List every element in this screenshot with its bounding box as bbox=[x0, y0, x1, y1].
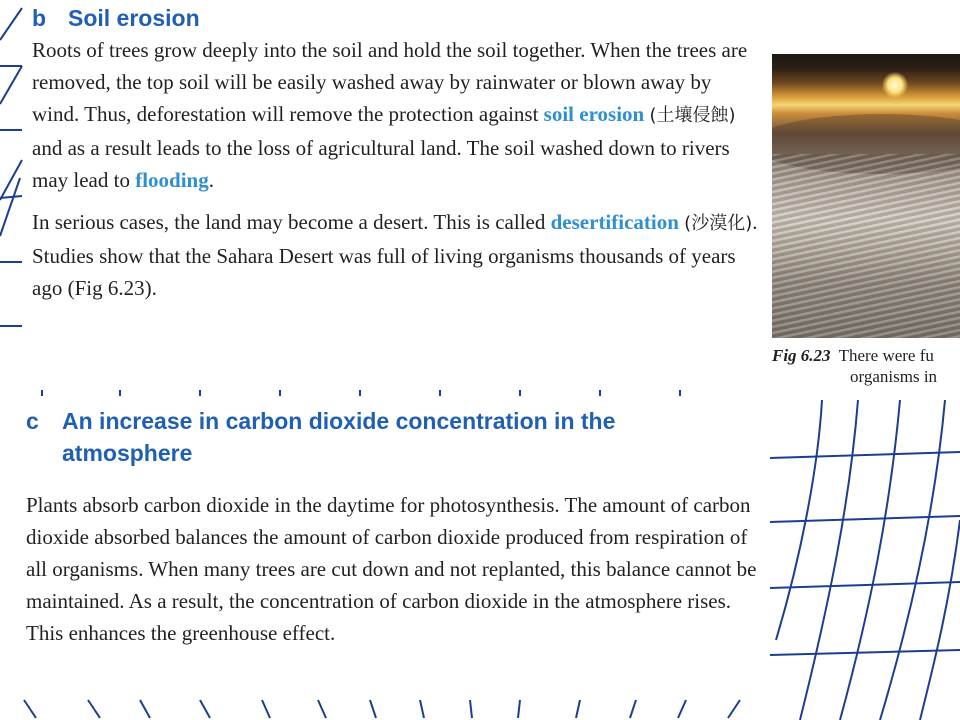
sand-ripples bbox=[772, 154, 960, 338]
section-c-letter: c bbox=[26, 408, 39, 434]
text-run: . bbox=[208, 168, 214, 192]
figure-caption bbox=[772, 345, 960, 387]
hatch-stroke bbox=[88, 700, 100, 718]
hatch-stroke bbox=[140, 700, 150, 718]
hatch-stroke bbox=[518, 700, 520, 718]
section-b-title: Soil erosion bbox=[68, 5, 200, 31]
text-run: In serious cases, the land may become a desert. This is called bbox=[32, 210, 551, 234]
section-b-heading bbox=[32, 2, 762, 34]
keyword-soil-erosion: soil erosion bbox=[543, 102, 645, 126]
grid-curve bbox=[770, 452, 960, 458]
keyword-desertification: desertification bbox=[550, 210, 679, 234]
caption-line-1: There were fu bbox=[838, 346, 934, 365]
margin-stroke bbox=[0, 196, 22, 198]
figure-number: Fig 6.23 bbox=[772, 346, 831, 365]
section-carbon-dioxide bbox=[26, 405, 766, 649]
section-c-heading bbox=[26, 405, 766, 469]
hatch-stroke bbox=[200, 700, 210, 718]
hatch-stroke bbox=[370, 700, 376, 718]
grid-curve bbox=[770, 516, 960, 522]
hatch-stroke bbox=[318, 700, 326, 718]
grid-curve bbox=[840, 400, 900, 720]
chinese-term-desertification: (沙漠化) bbox=[684, 213, 753, 234]
soil-erosion-paragraph-1 bbox=[32, 34, 762, 196]
caption-line-2: organisms in bbox=[850, 367, 938, 386]
hatch-stroke bbox=[262, 700, 270, 718]
margin-stroke bbox=[0, 66, 22, 104]
section-soil-erosion bbox=[32, 2, 762, 304]
grid-curve bbox=[770, 582, 960, 588]
keyword-flooding: flooding bbox=[135, 168, 209, 192]
hatch-stroke bbox=[420, 700, 424, 718]
chinese-term-soil-erosion: (土壤侵蝕) bbox=[649, 105, 736, 126]
grid-curve bbox=[800, 400, 858, 720]
text-run: . Studies show that the Sahara Desert was full of living organisms thousands of years ago (Fig 6.23). bbox=[32, 210, 758, 300]
setting-sun bbox=[882, 72, 908, 98]
grid-curve bbox=[880, 400, 945, 720]
grid-curve bbox=[920, 520, 960, 720]
section-c-title-line-2: atmosphere bbox=[62, 440, 193, 466]
text-run: Roots of trees grow deeply into the soil and hold the soil together. When the trees are removed, the top soil will be easily washed away by rainwater or blown away by wind. Thus, deforestation will remove the protection against bbox=[32, 38, 748, 126]
section-c-title-line-1: An increase in carbon dioxide concentration in the bbox=[62, 408, 616, 434]
section-b-letter: b bbox=[32, 5, 47, 31]
text-run: and as a result leads to the loss of agricultural land. The soil washed down to rivers may lead to bbox=[32, 136, 730, 192]
hatch-stroke bbox=[728, 700, 740, 718]
hatch-stroke bbox=[576, 700, 580, 718]
hatch-stroke bbox=[470, 700, 472, 718]
hatch-stroke bbox=[630, 700, 636, 718]
desert-photo bbox=[772, 54, 960, 338]
carbon-dioxide-paragraph: Plants absorb carbon dioxide in the daytime for photosynthesis. The amount of carbon dioxide absorbed balances the amount of carbon dioxide produced from respiration of all organisms. When many trees are cut down and not replanted, this balance cannot be maintained. As a result, the concentration of carbon dioxide in the atmosphere rises. This enhances the greenhouse effect. bbox=[26, 493, 757, 645]
grid-curve bbox=[770, 650, 960, 655]
hatch-stroke bbox=[678, 700, 686, 718]
hatch-stroke bbox=[24, 700, 36, 718]
soil-erosion-paragraph-2 bbox=[32, 206, 762, 304]
margin-stroke bbox=[0, 178, 20, 236]
margin-stroke bbox=[0, 8, 22, 40]
